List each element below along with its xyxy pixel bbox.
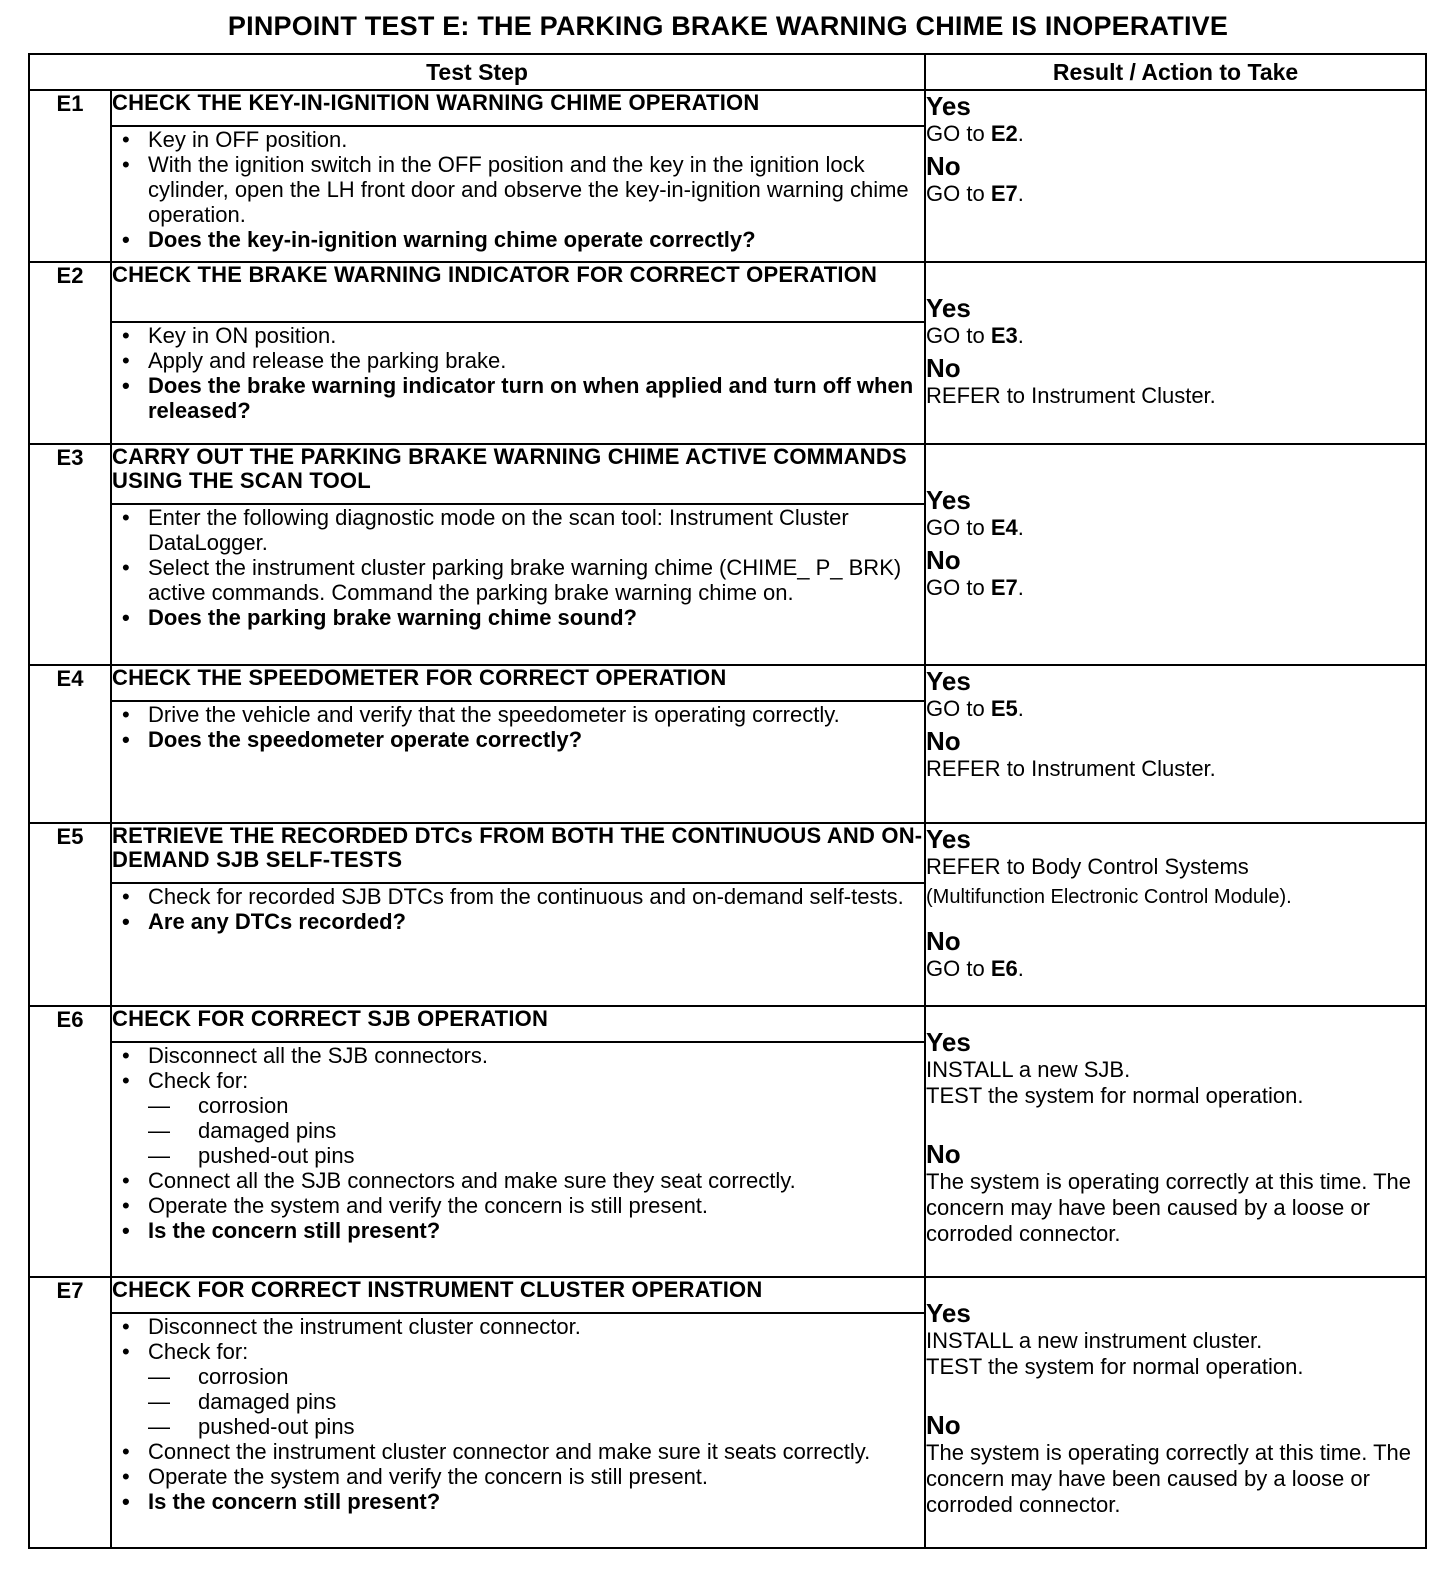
yes-action-detail: TEST the system for normal operation. bbox=[926, 1082, 1304, 1108]
step-id: E1 bbox=[29, 90, 111, 262]
step-question: • Does the key-in-ignition warning chime operate correctly? bbox=[112, 227, 924, 252]
yes-action: REFER to Body Control Systems bbox=[926, 854, 1249, 880]
no-action: GO to E6. bbox=[926, 956, 1024, 982]
no-action: REFER to Instrument Cluster. bbox=[926, 383, 1216, 409]
no-label: No bbox=[926, 545, 961, 576]
list-item: • Disconnect the instrument cluster connector. bbox=[112, 1314, 924, 1339]
yes-action-detail: TEST the system for normal operation. bbox=[926, 1353, 1304, 1379]
step-e5-result bbox=[925, 823, 1426, 1005]
list-item: • Connect all the SJB connectors and make sure they seat correctly. bbox=[112, 1168, 924, 1193]
step-e4-title-row bbox=[29, 665, 1426, 701]
step-e1-result bbox=[925, 90, 1426, 262]
step-e3-title-row bbox=[29, 444, 1426, 504]
no-label: No bbox=[926, 926, 961, 957]
header-row bbox=[29, 54, 1426, 90]
yes-action: GO to E2. bbox=[926, 121, 1024, 147]
list-item: • Connect the instrument cluster connector and make sure it seats correctly. bbox=[112, 1439, 924, 1464]
step-e1-title-row bbox=[29, 90, 1426, 126]
step-e6-title-row bbox=[29, 1006, 1426, 1042]
yes-label: Yes bbox=[926, 1297, 971, 1328]
list-item: • Check for recorded SJB DTCs from the continuous and on-demand self-tests. bbox=[112, 884, 924, 909]
list-item: • Key in ON position. bbox=[112, 323, 924, 348]
header-test-step: Test Step bbox=[29, 54, 925, 90]
yes-action-detail: (Multifunction Electronic Control Module). bbox=[926, 886, 1292, 909]
step-body bbox=[111, 126, 925, 262]
yes-label: Yes bbox=[926, 91, 971, 122]
step-id: E6 bbox=[29, 1006, 111, 1277]
no-label: No bbox=[926, 1409, 961, 1440]
list-item: • Select the instrument cluster parking brake warning chime (CHIME_ P_ BRK) active commands. Command the parking brake warning chime on. bbox=[112, 555, 924, 605]
check-item: — corrosion bbox=[148, 1364, 924, 1389]
yes-action: INSTALL a new instrument cluster. bbox=[926, 1327, 1263, 1353]
step-id: E4 bbox=[29, 665, 111, 823]
step-question: • Is the concern still present? bbox=[112, 1489, 924, 1514]
list-item: • Disconnect all the SJB connectors. bbox=[112, 1043, 924, 1068]
no-label: No bbox=[926, 726, 961, 757]
no-action: The system is operating correctly at this time. The concern may have been caused by a loose or corroded connector. bbox=[926, 1439, 1412, 1517]
check-item: — corrosion bbox=[148, 1093, 924, 1118]
step-question: • Does the parking brake warning chime sound? bbox=[112, 605, 924, 630]
step-id: E2 bbox=[29, 262, 111, 444]
step-e3-result bbox=[925, 444, 1426, 665]
yes-action: GO to E4. bbox=[926, 515, 1024, 541]
list-item: • Apply and release the parking brake. bbox=[112, 348, 924, 373]
step-body bbox=[111, 322, 925, 444]
list-item: • Drive the vehicle and verify that the speedometer is operating correctly. bbox=[112, 702, 924, 727]
check-item: — damaged pins bbox=[148, 1118, 924, 1143]
yes-label: Yes bbox=[926, 293, 971, 324]
step-title: CARRY OUT THE PARKING BRAKE WARNING CHIME ACTIVE COMMANDS USING THE SCAN TOOL bbox=[111, 444, 925, 504]
step-body bbox=[111, 1313, 925, 1548]
pinpoint-test-table bbox=[28, 53, 1427, 1549]
step-body bbox=[111, 504, 925, 665]
list-item: • Operate the system and verify the concern is still present. bbox=[112, 1464, 924, 1489]
step-id: E5 bbox=[29, 823, 111, 1005]
list-item: • Enter the following diagnostic mode on the scan tool: Instrument Cluster DataLogger. bbox=[112, 505, 924, 555]
yes-label: Yes bbox=[926, 1026, 971, 1057]
check-item: — pushed-out pins bbox=[148, 1143, 924, 1168]
step-id: E3 bbox=[29, 444, 111, 665]
yes-label: Yes bbox=[926, 666, 971, 697]
yes-action: GO to E5. bbox=[926, 696, 1024, 722]
yes-label: Yes bbox=[926, 485, 971, 516]
step-e4-result bbox=[925, 665, 1426, 823]
no-action: The system is operating correctly at this time. The concern may have been caused by a loose or corroded connector. bbox=[926, 1168, 1412, 1246]
no-label: No bbox=[926, 151, 961, 182]
step-id: E7 bbox=[29, 1277, 111, 1548]
step-question: • Are any DTCs recorded? bbox=[112, 909, 924, 934]
step-e2-result bbox=[925, 262, 1426, 444]
step-question: • Does the brake warning indicator turn on when applied and turn off when released? bbox=[112, 373, 924, 423]
step-title: CHECK THE SPEEDOMETER FOR CORRECT OPERATION bbox=[111, 665, 925, 701]
no-label: No bbox=[926, 353, 961, 384]
step-e6-result bbox=[925, 1006, 1426, 1277]
list-item: • With the ignition switch in the OFF position and the key in the ignition lock cylinder, open the LH front door and observe the key-in-ignition warning chime operation. bbox=[112, 152, 924, 227]
step-e2-title-row bbox=[29, 262, 1426, 322]
step-body bbox=[111, 1042, 925, 1277]
yes-label: Yes bbox=[926, 824, 971, 855]
no-label: No bbox=[926, 1138, 961, 1169]
list-item: • Operate the system and verify the concern is still present. bbox=[112, 1193, 924, 1218]
check-item: — damaged pins bbox=[148, 1389, 924, 1414]
step-e7-result bbox=[925, 1277, 1426, 1548]
step-title: RETRIEVE THE RECORDED DTCs FROM BOTH THE CONTINUOUS AND ON-DEMAND SJB SELF-TESTS bbox=[111, 823, 925, 883]
list-item: • Key in OFF position. bbox=[112, 127, 924, 152]
step-title: CHECK FOR CORRECT SJB OPERATION bbox=[111, 1006, 925, 1042]
step-body bbox=[111, 701, 925, 823]
list-item: • Check for: — corrosion — damaged pins — pushed-out pins bbox=[112, 1068, 924, 1168]
yes-action: GO to E3. bbox=[926, 323, 1024, 349]
no-action: GO to E7. bbox=[926, 181, 1024, 207]
step-e5-title-row bbox=[29, 823, 1426, 883]
yes-action: INSTALL a new SJB. bbox=[926, 1056, 1131, 1082]
header-result: Result / Action to Take bbox=[925, 54, 1426, 90]
no-action: REFER to Instrument Cluster. bbox=[926, 756, 1216, 782]
step-question: • Does the speedometer operate correctly? bbox=[112, 727, 924, 752]
step-title: CHECK THE KEY-IN-IGNITION WARNING CHIME OPERATION bbox=[111, 90, 925, 126]
page-title: PINPOINT TEST E: THE PARKING BRAKE WARNING CHIME IS INOPERATIVE bbox=[227, 11, 1229, 41]
step-body bbox=[111, 883, 925, 1005]
step-title: CHECK FOR CORRECT INSTRUMENT CLUSTER OPERATION bbox=[111, 1277, 925, 1313]
list-item: • Check for: — corrosion — damaged pins — pushed-out pins bbox=[112, 1339, 924, 1439]
step-title: CHECK THE BRAKE WARNING INDICATOR FOR CORRECT OPERATION bbox=[111, 262, 925, 322]
step-e7-title-row bbox=[29, 1277, 1426, 1313]
step-question: • Is the concern still present? bbox=[112, 1218, 924, 1243]
no-action: GO to E7. bbox=[926, 575, 1024, 601]
check-item: — pushed-out pins bbox=[148, 1414, 924, 1439]
